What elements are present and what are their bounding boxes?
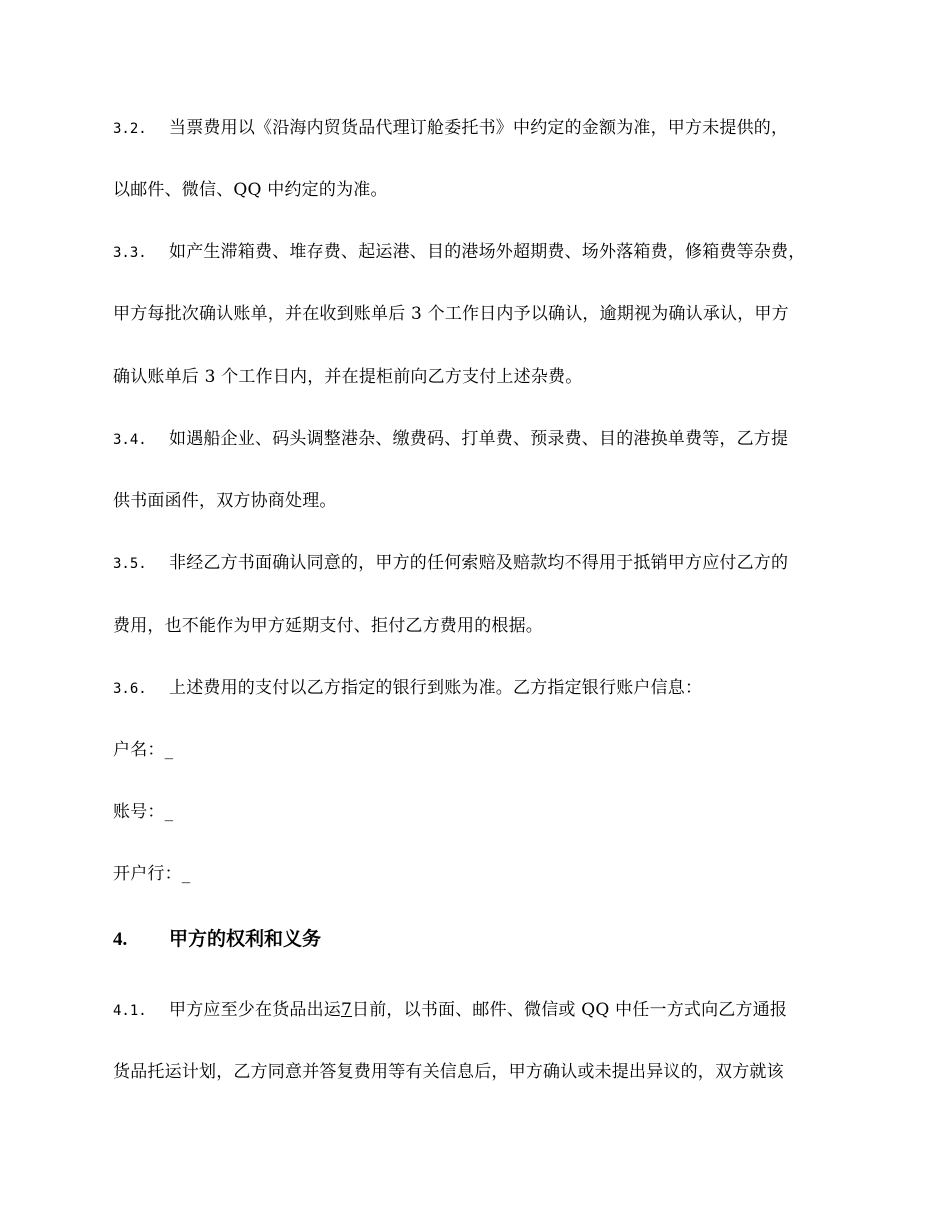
paragraph-4-1-line-1	[113, 998, 850, 1023]
section-heading-4	[113, 926, 321, 953]
clause-text: 甲方应至少在货品出运	[169, 1000, 341, 1020]
paragraph-3-2-line-2	[113, 178, 850, 202]
paragraph-3-2-line-1	[113, 116, 850, 141]
paragraph-3-6-line-1	[113, 676, 850, 701]
paragraph-3-5-line-2	[113, 614, 850, 638]
clause-number: 3.2.	[113, 121, 147, 137]
clause-text: 甲方每批次确认账单，并在收到账单后 3 个工作日内予以确认，逾期视为确认承认，甲方	[113, 304, 789, 324]
heading-title: 甲方的权利和义务	[169, 928, 322, 950]
clause-text: 供书面函件，双方协商处理。	[113, 491, 337, 511]
account-name-label: 户名：_	[113, 740, 174, 760]
bank-name-label: 开户行：_	[113, 864, 191, 884]
clause-number: 3.4.	[113, 432, 147, 448]
account-number-field	[113, 800, 850, 824]
clause-text: 当票费用以《沿海内贸货品代理订舱委托书》中约定的金额为准，甲方未提供的，	[169, 118, 789, 138]
paragraph-3-4-line-2	[113, 489, 850, 513]
days-value: 7	[341, 1000, 353, 1020]
paragraph-3-3-line-3	[113, 365, 850, 389]
bank-name-field	[113, 862, 850, 886]
heading-number: 4.	[113, 929, 128, 950]
clause-number: 3.3.	[113, 245, 147, 261]
paragraph-3-5-line-1	[113, 551, 850, 576]
clause-text: 如产生滞箱费、堆存费、起运港、目的港场外超期费、场外落箱费，修箱费等杂费，	[169, 242, 806, 262]
clause-text: 上述费用的支付以乙方指定的银行到账为准。乙方指定银行账户信息：	[169, 678, 703, 698]
paragraph-3-3-line-2	[113, 302, 850, 326]
clause-text: 如遇船企业、码头调整港杂、缴费码、打单费、预录费、目的港换单费等，乙方提	[169, 429, 789, 449]
paragraph-3-4-line-1	[113, 427, 850, 452]
clause-number: 3.6.	[113, 681, 147, 697]
clause-text: 以邮件、微信、QQ 中约定的为准。	[113, 180, 388, 200]
account-number-label: 账号：_	[113, 802, 174, 822]
clause-text: 费用，也不能作为甲方延期支付、拒付乙方费用的根据。	[113, 616, 543, 636]
clause-number: 3.5.	[113, 556, 147, 572]
account-name-field	[113, 738, 850, 762]
clause-text: 货品托运计划，乙方同意并答复费用等有关信息后，甲方确认或未提出异议的，双方就该	[113, 1062, 784, 1082]
paragraph-4-1-line-2	[113, 1060, 850, 1084]
clause-text: 非经乙方书面确认同意的，甲方的任何索赔及赔款均不得用于抵销甲方应付乙方的	[169, 553, 789, 573]
clause-number: 4.1.	[113, 1003, 147, 1019]
clause-text: 日前，以书面、邮件、微信或 QQ 中任一方式向乙方通报	[352, 1000, 788, 1020]
clause-text: 确认账单后 3 个工作日内，并在提柜前向乙方支付上述杂费。	[113, 367, 583, 387]
paragraph-3-3-line-1	[113, 240, 850, 265]
